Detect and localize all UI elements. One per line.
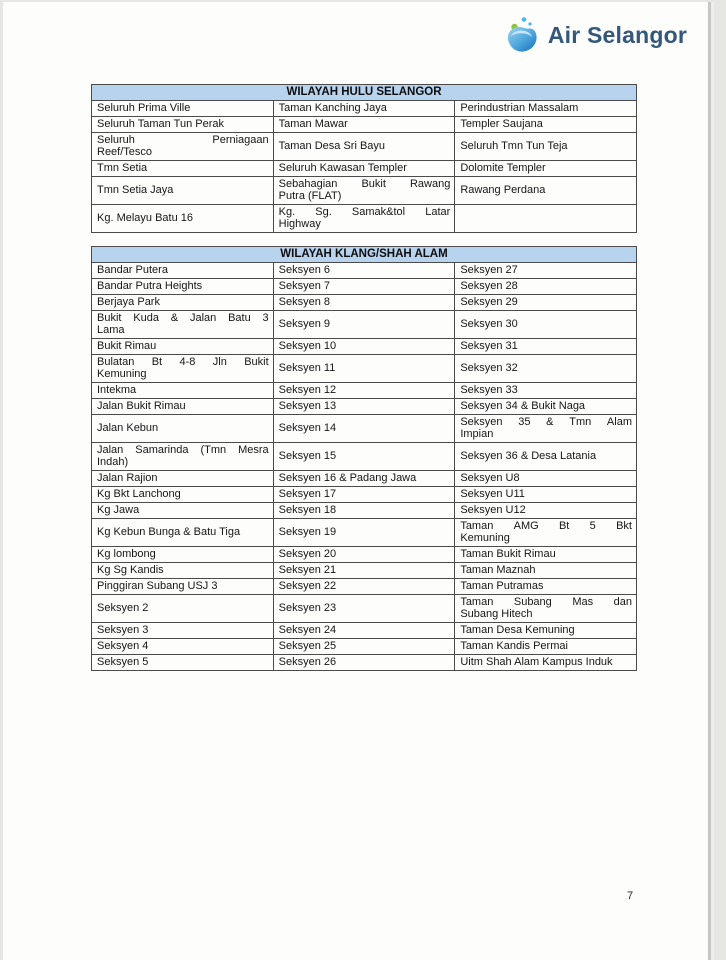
table-row bbox=[92, 117, 637, 133]
document-page bbox=[3, 2, 708, 960]
table-row bbox=[92, 415, 637, 443]
table-cell: Bukit Kuda & Jalan Batu 3 Lama bbox=[92, 311, 274, 339]
table-cell: Seksyen 36 & Desa Latania bbox=[455, 443, 637, 471]
table-cell: Seluruh Prima Ville bbox=[92, 101, 274, 117]
table-row bbox=[92, 399, 637, 415]
table-title: WILAYAH KLANG/SHAH ALAM bbox=[92, 247, 637, 263]
table-cell: Seksyen 19 bbox=[273, 519, 455, 547]
table-row bbox=[92, 487, 637, 503]
region-table bbox=[91, 84, 637, 233]
table-cell: Seksyen 22 bbox=[273, 579, 455, 595]
table-cell: Intekma bbox=[92, 383, 274, 399]
table-cell: Taman Bukit Rimau bbox=[455, 547, 637, 563]
table-cell: Kg Sg Kandis bbox=[92, 563, 274, 579]
table-row bbox=[92, 311, 637, 339]
table-cell: Tmn Setia bbox=[92, 161, 274, 177]
table-cell: Jalan Rajion bbox=[92, 471, 274, 487]
table-cell: Seksyen 16 & Padang Jawa bbox=[273, 471, 455, 487]
table-cell: Kg Jawa bbox=[92, 503, 274, 519]
table-cell: Taman AMG Bt 5 Bkt Kemuning bbox=[455, 519, 637, 547]
table-cell: Jalan Kebun bbox=[92, 415, 274, 443]
table-row bbox=[92, 655, 637, 671]
table-row bbox=[92, 339, 637, 355]
table-row bbox=[92, 205, 637, 233]
table-cell: Seksyen 14 bbox=[273, 415, 455, 443]
table-cell: Seksyen 10 bbox=[273, 339, 455, 355]
table-cell: Seksyen 24 bbox=[273, 623, 455, 639]
table-row bbox=[92, 519, 637, 547]
table-title: WILAYAH HULU SELANGOR bbox=[92, 85, 637, 101]
table-cell: Bulatan Bt 4-8 Jln Bukit Kemuning bbox=[92, 355, 274, 383]
table-cell: Seksyen 6 bbox=[273, 263, 455, 279]
table-row bbox=[92, 547, 637, 563]
table-row bbox=[92, 503, 637, 519]
table-cell: Perindustrian Massalam bbox=[455, 101, 637, 117]
table-cell: Tmn Setia Jaya bbox=[92, 177, 274, 205]
table-cell bbox=[455, 205, 637, 233]
table-row bbox=[92, 443, 637, 471]
table-cell: Kg Kebun Bunga & Batu Tiga bbox=[92, 519, 274, 547]
table-cell: Seksyen 7 bbox=[273, 279, 455, 295]
table-cell: Seksyen 32 bbox=[455, 355, 637, 383]
table-row bbox=[92, 355, 637, 383]
table-row bbox=[92, 639, 637, 655]
table-cell: Seksyen 21 bbox=[273, 563, 455, 579]
table-row bbox=[92, 133, 637, 161]
table-cell: Rawang Perdana bbox=[455, 177, 637, 205]
table-cell: Seksyen 15 bbox=[273, 443, 455, 471]
brand-text: Air Selangor bbox=[547, 21, 687, 48]
table-cell: Taman Kandis Permai bbox=[455, 639, 637, 655]
table-cell: Seksyen 33 bbox=[455, 383, 637, 399]
table-cell: Kg. Sg. Samak&tol Latar Highway bbox=[273, 205, 455, 233]
table-cell: Seksyen 31 bbox=[455, 339, 637, 355]
table-cell: Seksyen 12 bbox=[273, 383, 455, 399]
table-cell: Pinggiran Subang USJ 3 bbox=[92, 579, 274, 595]
table-cell: Seksyen 9 bbox=[273, 311, 455, 339]
table-cell: Seksyen 17 bbox=[273, 487, 455, 503]
table-row bbox=[92, 161, 637, 177]
table-row bbox=[92, 263, 637, 279]
table-row bbox=[92, 595, 637, 623]
table-cell: Seksyen 30 bbox=[455, 311, 637, 339]
table-cell: Kg. Melayu Batu 16 bbox=[92, 205, 274, 233]
table-cell: Kg lombong bbox=[92, 547, 274, 563]
table-cell: Seksyen U11 bbox=[455, 487, 637, 503]
table-cell: Taman Putramas bbox=[455, 579, 637, 595]
table-cell: Seksyen 35 & Tmn Alam Impian bbox=[455, 415, 637, 443]
table-cell: Taman Kanching Jaya bbox=[273, 101, 455, 117]
table-row bbox=[92, 279, 637, 295]
table-cell: Uitm Shah Alam Kampus Induk bbox=[455, 655, 637, 671]
table-cell: Seksyen U8 bbox=[455, 471, 637, 487]
table-cell: Seksyen 34 & Bukit Naga bbox=[455, 399, 637, 415]
brand-logo bbox=[501, 15, 687, 55]
table-cell: Seksyen 20 bbox=[273, 547, 455, 563]
table-cell: Dolomite Templer bbox=[455, 161, 637, 177]
table-row bbox=[92, 295, 637, 311]
table-cell: Taman Desa Sri Bayu bbox=[273, 133, 455, 161]
table-cell: Taman Maznah bbox=[455, 563, 637, 579]
region-table bbox=[91, 246, 637, 671]
table-cell: Seksyen 29 bbox=[455, 295, 637, 311]
table-row bbox=[92, 471, 637, 487]
table-cell: Seksyen 25 bbox=[273, 639, 455, 655]
table-cell: Seksyen 13 bbox=[273, 399, 455, 415]
table-cell: Seksyen 26 bbox=[273, 655, 455, 671]
table-cell: Taman Mawar bbox=[273, 117, 455, 133]
tables-container bbox=[91, 84, 637, 684]
table-cell: Seksyen U12 bbox=[455, 503, 637, 519]
table-cell: Seksyen 23 bbox=[273, 595, 455, 623]
table-row bbox=[92, 563, 637, 579]
table-cell: Seksyen 27 bbox=[455, 263, 637, 279]
table-row bbox=[92, 101, 637, 117]
table-cell: Seksyen 8 bbox=[273, 295, 455, 311]
table-row bbox=[92, 579, 637, 595]
table-cell: Kg Bkt Lanchong bbox=[92, 487, 274, 503]
table-row bbox=[92, 383, 637, 399]
table-row bbox=[92, 177, 637, 205]
table-cell: Seluruh Tmn Tun Teja bbox=[455, 133, 637, 161]
table-cell: Sebahagian Bukit Rawang Putra (FLAT) bbox=[273, 177, 455, 205]
table-cell: Bandar Putra Heights bbox=[92, 279, 274, 295]
table-cell: Seksyen 28 bbox=[455, 279, 637, 295]
table-cell: Seluruh Perniagaan Reef/Tesco bbox=[92, 133, 274, 161]
table-cell: Seksyen 3 bbox=[92, 623, 274, 639]
table-cell: Seluruh Taman Tun Perak bbox=[92, 117, 274, 133]
table-cell: Berjaya Park bbox=[92, 295, 274, 311]
table-cell: Templer Saujana bbox=[455, 117, 637, 133]
table-cell: Jalan Bukit Rimau bbox=[92, 399, 274, 415]
table-cell: Bukit Rimau bbox=[92, 339, 274, 355]
air-selangor-logo-icon bbox=[501, 15, 543, 55]
page-number: 7 bbox=[627, 890, 634, 902]
table-cell: Seksyen 4 bbox=[92, 639, 274, 655]
table-cell: Bandar Putera bbox=[92, 263, 274, 279]
table-cell: Seksyen 11 bbox=[273, 355, 455, 383]
table-cell: Taman Subang Mas dan Subang Hitech bbox=[455, 595, 637, 623]
table-cell: Jalan Samarinda (Tmn Mesra Indah) bbox=[92, 443, 274, 471]
table-cell: Seksyen 2 bbox=[92, 595, 274, 623]
table-row bbox=[92, 623, 637, 639]
table-cell: Seksyen 18 bbox=[273, 503, 455, 519]
table-cell: Seluruh Kawasan Templer bbox=[273, 161, 455, 177]
table-cell: Seksyen 5 bbox=[92, 655, 274, 671]
table-cell: Taman Desa Kemuning bbox=[455, 623, 637, 639]
